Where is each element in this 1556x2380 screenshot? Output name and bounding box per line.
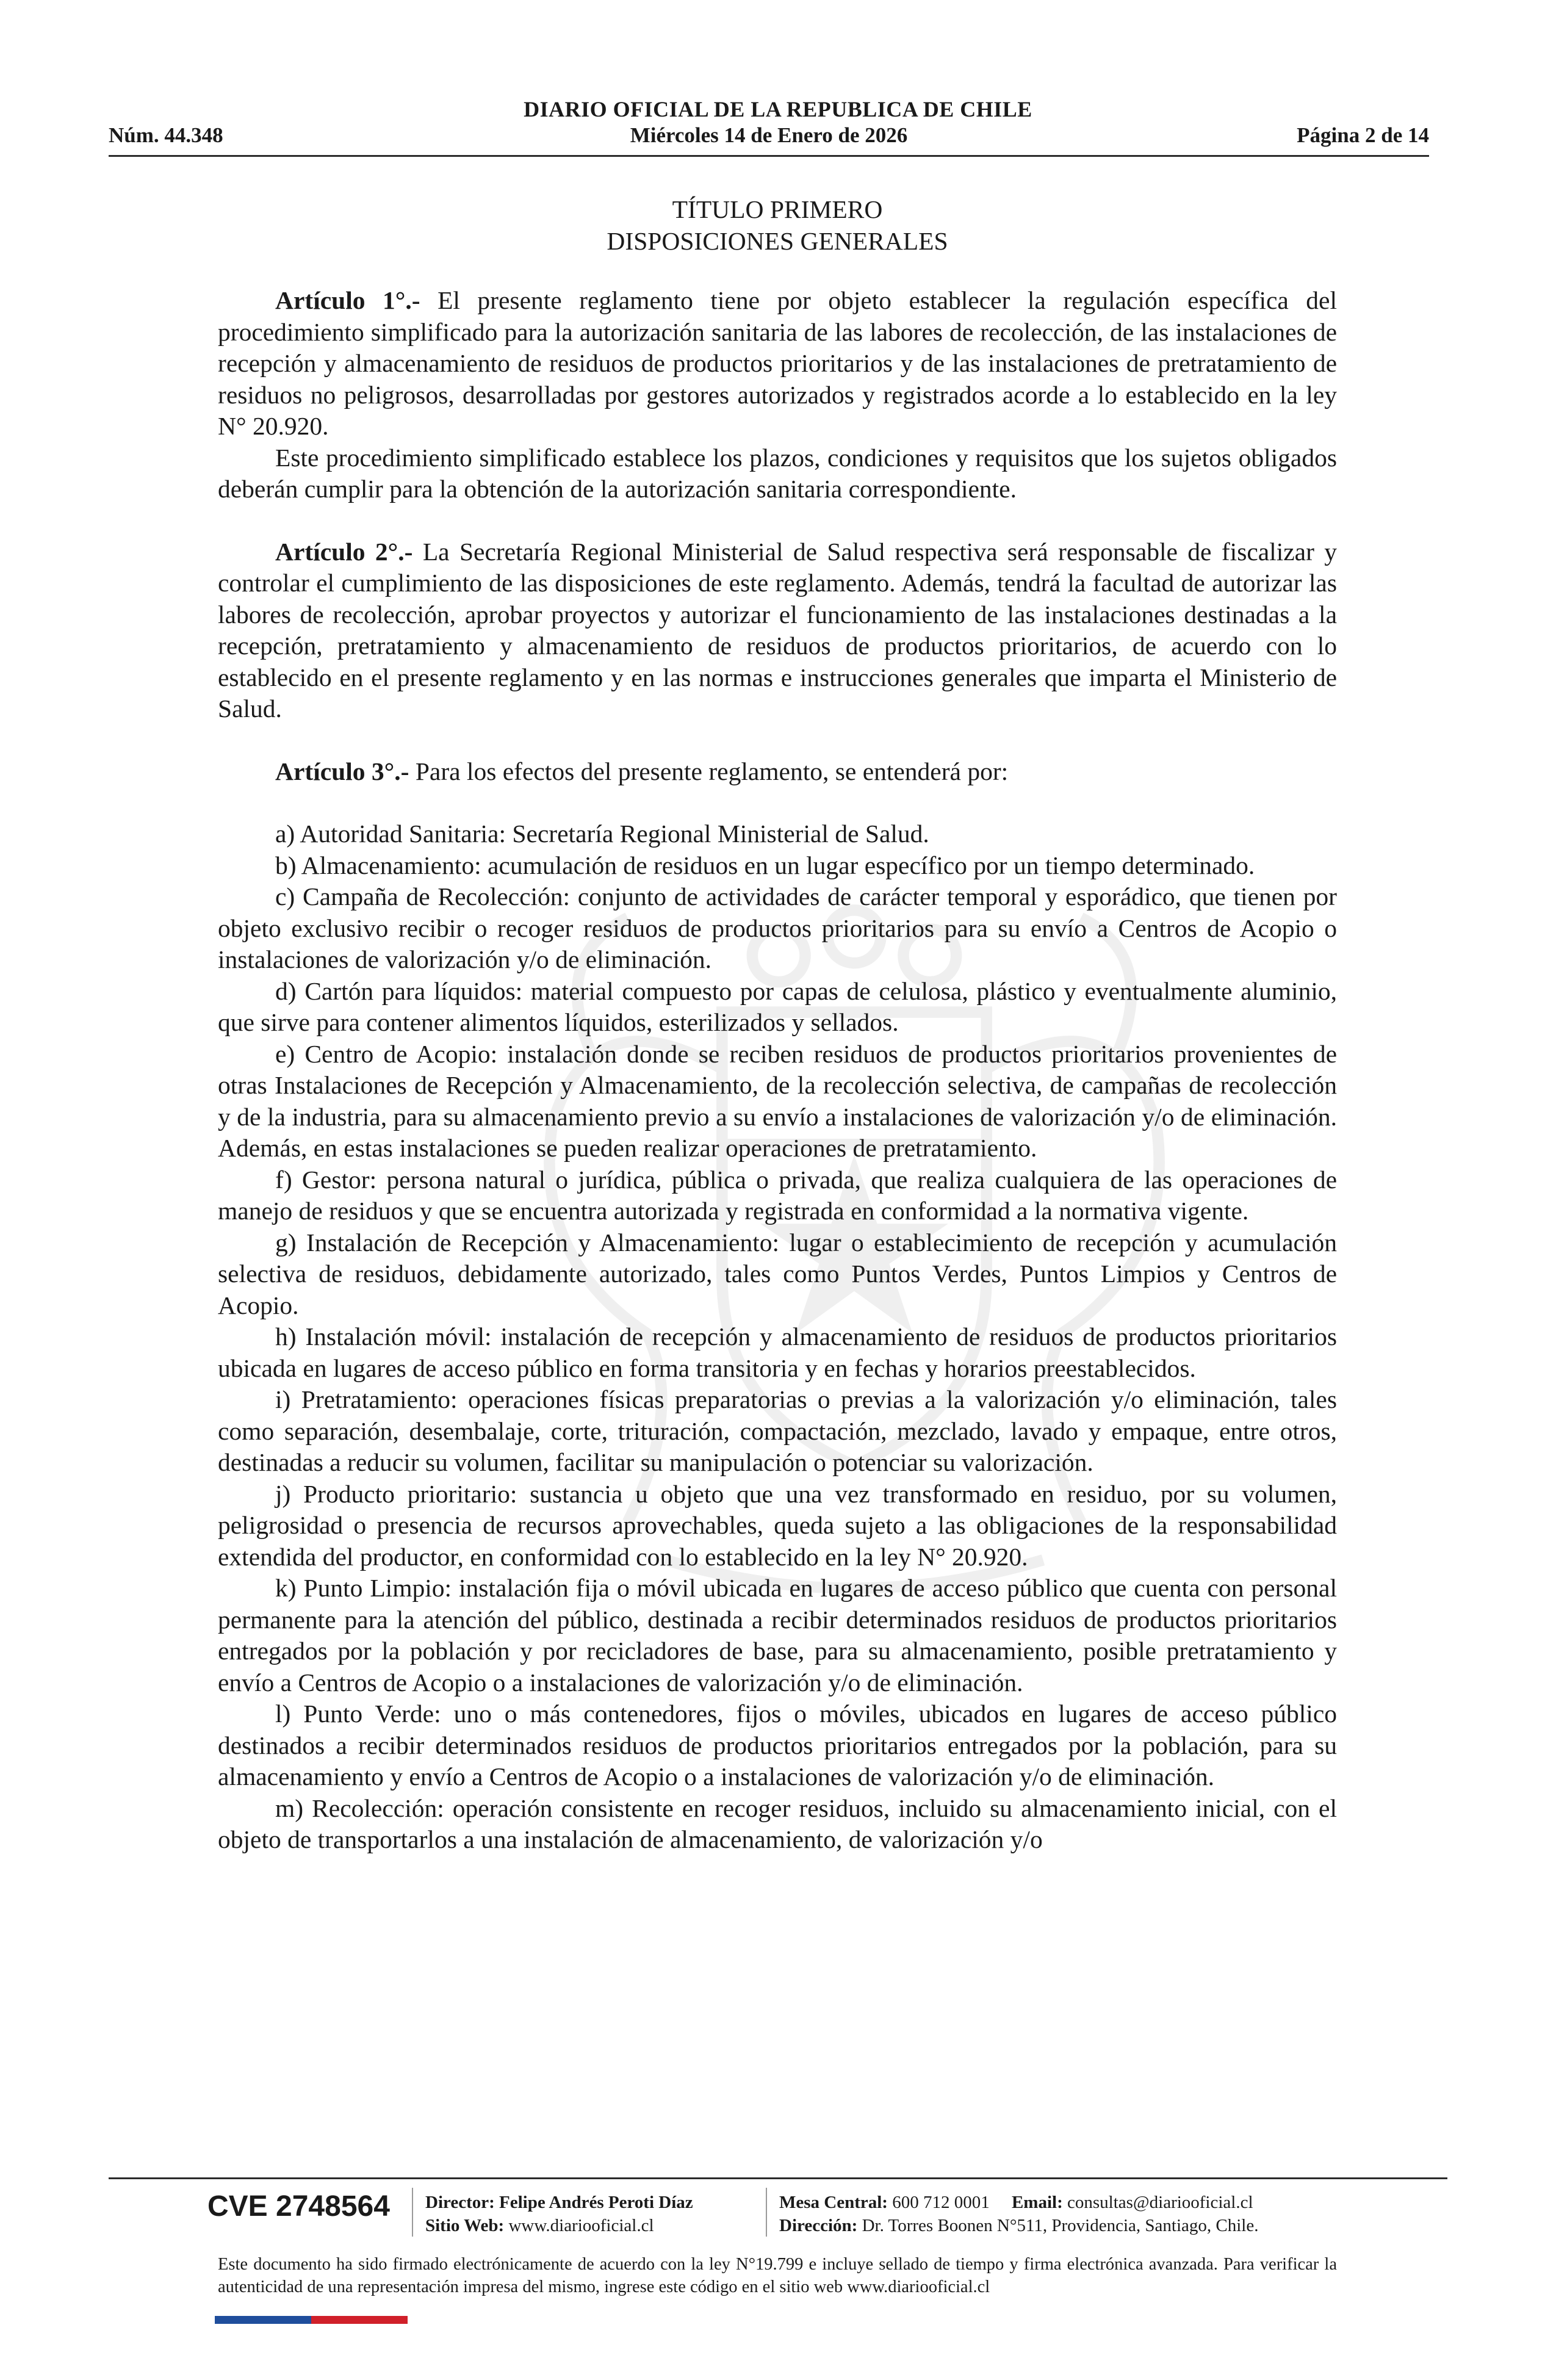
article-1-paragraph-2: Este procedimiento simplificado establece los plazos, condiciones y requisitos que los sujetos obligados deberán cumplir para la obtención de la autorización sanitaria correspondiente. <box>218 443 1337 503</box>
definition-item: d) Cartón para líquidos: material compuesto por capas de celulosa, plástico y eventualmente aluminio, que sirve para contener alimentos líquidos, esterilizados y sellados. <box>218 976 1337 1036</box>
definition-item: b) Almacenamiento: acumulación de residuos en un lugar específico por un tiempo determinado. <box>275 851 1255 879</box>
publication-title: DIARIO OFICIAL DE LA REPUBLICA DE CHILE <box>524 97 1032 121</box>
footer-divider <box>109 2177 1447 2179</box>
article-1 <box>218 285 1337 442</box>
article-2-label: Artículo 2°.- <box>275 537 413 566</box>
definition-item: f) Gestor: persona natural o jurídica, pública o privada, que realiza cualquiera de las operaciones de manejo de residuos y que se encuentra autorizada y registrada en conformidad a la normativa vigente. <box>218 1165 1337 1225</box>
issue-date: Miércoles 14 de Enero de 2026 <box>630 123 908 147</box>
article-2-text: La Secretaría Regional Ministerial de Salud respectiva será responsable de fiscalizar y controlar el cumplimiento de las disposiciones de este reglamento. Además, tendrá la facultad de autorizar las labores de recolección, aprobar proyectos y autorizar el funcionamiento de las instalaciones destinadas a la recepción, pretratamiento y almacenamiento de residuos de productos prioritarios, de acuerdo con lo establecido en el presente reglamento y en las normas e instrucciones generales que imparta el Ministerio de Salud. <box>218 537 1338 723</box>
article-1-text: El presente reglamento tiene por objeto establecer la regulación específica del procedimiento simplificado para la autorización sanitaria de las labores de recolección, de las instalaciones de recepción y almacenamiento de residuos de productos prioritarios y de las instalaciones de pretratamiento de residuos no peligrosos, desarrolladas por gestores autorizados y registrados acorde a lo establecido en la ley N° 20.920. <box>218 286 1338 440</box>
article-3-label: Artículo 3°.- <box>275 757 409 785</box>
email-link[interactable]: consultas@diariooficial.cl <box>1067 2193 1253 2212</box>
page-number: Página 2 de 14 <box>1297 123 1429 147</box>
flag-stripe-red <box>311 2316 408 2324</box>
definition-item: k) Punto Limpio: instalación fija o móvil ubicada en lugares de acceso público que cuenta con personal permanente para la atención del público, destinada a recibir determinados residuos de productos prioritarios entregados por la población y por recicladores de base, para su almacenamiento, posible pretratamiento y envío a Centros de Acopio o a instalaciones de valorización y/o de eliminación. <box>218 1574 1337 1697</box>
title-line-2: DISPOSICIONES GENERALES <box>607 226 948 255</box>
site-label: Sitio Web: <box>425 2216 505 2235</box>
signature-note: Este documento ha sido firmado electrónicamente de acuerdo con la ley N°19.799 e incluye sellado de tiempo y firma electrónica avanzada. Para verificar la autenticidad de una representación impresa del mismo, ingrese este código en el sitio web www.diariooficial.cl <box>218 2255 1337 2296</box>
title-line-1: TÍTULO PRIMERO <box>672 195 883 223</box>
article-1-label: Artículo 1°.- <box>275 286 420 314</box>
header-divider <box>109 155 1429 157</box>
definition-item: h) Instalación móvil: instalación de recepción y almacenamiento de residuos de productos prioritarios ubicada en lugares de acceso público en forma transitoria y en fechas y horarios preestablecidos. <box>218 1322 1337 1382</box>
email-label: Email: <box>1011 2193 1063 2212</box>
definition-item: a) Autoridad Sanitaria: Secretaría Regional Ministerial de Salud. <box>275 820 929 848</box>
footer-separator <box>412 2188 413 2237</box>
section-title <box>218 194 1337 257</box>
article-3 <box>218 756 1337 788</box>
phone-value: 600 712 0001 <box>892 2193 990 2212</box>
site-link[interactable]: www.diariooficial.cl <box>508 2216 654 2235</box>
flag-stripe-blue <box>215 2316 311 2324</box>
footer-contact-block <box>779 2191 1258 2237</box>
article-2 <box>218 536 1337 725</box>
definition-item: m) Recolección: operación consistente en recoger residuos, incluido su almacenamiento inicial, con el objeto de transportarlos a una instalación de almacenamiento, de valorización y/o <box>218 1794 1337 1853</box>
definition-item: j) Producto prioritario: sustancia u objeto que una vez transformado en residuo, por su volumen, peligrosidad o presencia de recursos aprovechables, queda sujeto a las obligaciones de la responsabilidad extendida del productor, en conformidad con lo establecido en la ley N° 20.920. <box>218 1479 1337 1571</box>
footer-director-block <box>425 2191 693 2237</box>
definition-item: g) Instalación de Recepción y Almacenamiento: lugar o establecimiento de recepción y acumulación selectiva de residuos, debidamente autorizado, tales como Puntos Verdes, Puntos Limpios y Centros de Acopio. <box>218 1228 1337 1319</box>
issue-number: Núm. 44.348 <box>109 123 223 147</box>
definition-item: c) Campaña de Recolección: conjunto de actividades de carácter temporal y esporádico, que tienen por objeto exclusivo recibir o recoger residuos de productos prioritarios para su envío a Centros de Acopio o instalaciones de valorización y/o de eliminación. <box>218 882 1337 973</box>
address-value: Dr. Torres Boonen N°511, Providencia, Santiago, Chile. <box>862 2216 1259 2235</box>
definition-item: e) Centro de Acopio: instalación donde se reciben residuos de productos prioritarios provenientes de otras Instalaciones de Recepción y Almacenamiento, de la recolección selectiva, de campañas de recolección y de la industria, para su almacenamiento previo a su envío a instalaciones de valorización y/o de eliminación. Además, en estas instalaciones se pueden realizar operaciones de pretratamiento. <box>218 1039 1337 1162</box>
director-name: Felipe Andrés Peroti Díaz <box>499 2193 693 2212</box>
phone-label: Mesa Central: <box>779 2193 888 2212</box>
definition-item: i) Pretratamiento: operaciones físicas preparatorias o previas a la valorización y/o eliminación, tales como separación, desembalaje, corte, trituración, compactación, mezclado, lavado y empaque, entre otros, destinadas a reducir su volumen, facilitar su manipulación o potenciar su valorización. <box>218 1385 1337 1476</box>
director-label: Director: <box>425 2193 495 2212</box>
footer-separator <box>766 2188 767 2237</box>
document-body <box>218 194 1337 1856</box>
address-label: Dirección: <box>779 2216 858 2235</box>
cve-code: CVE 2748564 <box>207 2190 390 2223</box>
article-3-intro: Para los efectos del presente reglamento, se entenderá por: <box>415 757 1009 785</box>
definition-item: l) Punto Verde: uno o más contenedores, fijos o móviles, ubicados en lugares de acceso público destinados a recibir determinados residuos de productos prioritarios entregados por la población, para su almacenamiento y envío a Centros de Acopio o a instalaciones de valorización y/o de eliminación. <box>218 1700 1337 1790</box>
